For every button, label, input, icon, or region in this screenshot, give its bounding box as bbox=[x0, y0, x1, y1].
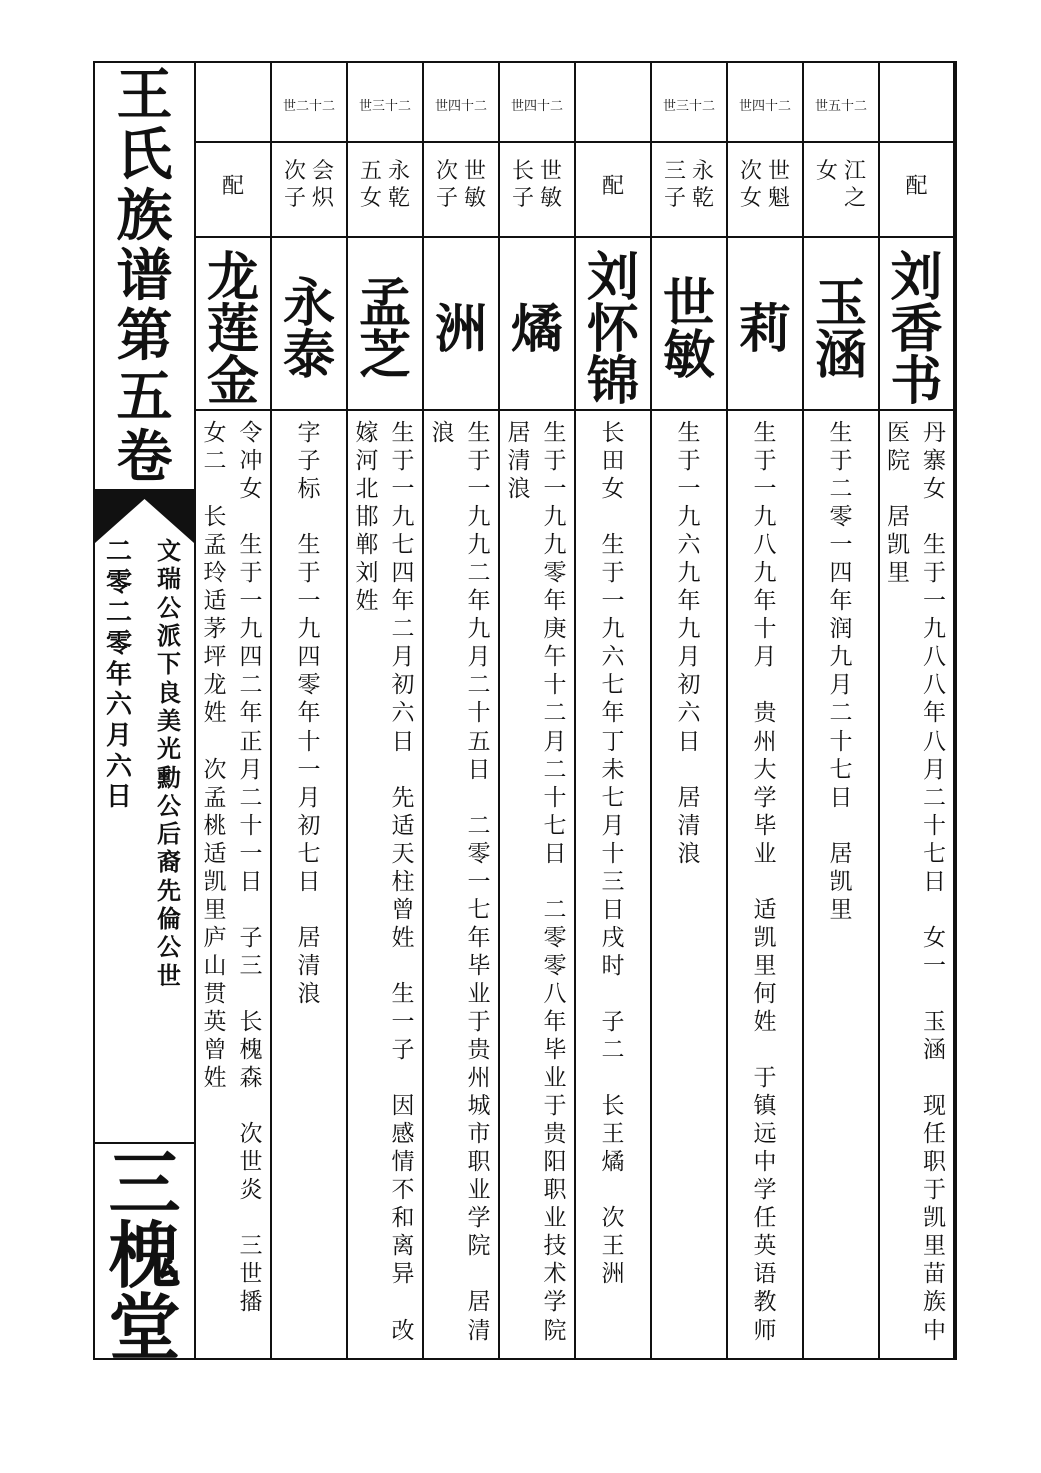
biography-line: 生 于 一 九 六 九 年 九 月 初 六 日 居 清 浪 bbox=[677, 420, 701, 867]
row-divider bbox=[500, 236, 574, 238]
generation-label: 世四十二 bbox=[434, 99, 487, 114]
person-column bbox=[652, 63, 728, 1358]
biography-line: 女 二 长 孟 玲 适 茅 坪 龙 姓 次 孟 桃 适 凯 里 庐 山 贯 英 曾 姓 bbox=[203, 420, 227, 1092]
row-divider bbox=[652, 141, 726, 143]
genealogy-grid bbox=[196, 63, 955, 1358]
person-name: 玉 涵 bbox=[814, 273, 867, 386]
relation-label bbox=[804, 159, 878, 235]
genealogy-page bbox=[93, 61, 957, 1370]
row-divider bbox=[500, 409, 574, 411]
relation-text: 世 敏 bbox=[464, 159, 487, 211]
relation-label bbox=[424, 159, 498, 235]
generation-label: 世四十二 bbox=[738, 99, 791, 114]
relation-label bbox=[728, 159, 802, 235]
spouse-marker: 配 bbox=[601, 174, 624, 199]
hall-name: 三 槐 堂 bbox=[108, 1141, 181, 1370]
row-divider bbox=[424, 141, 498, 143]
row-divider bbox=[804, 236, 878, 238]
spouse-marker: 配 bbox=[905, 174, 928, 199]
row-divider bbox=[272, 409, 346, 411]
row-divider bbox=[728, 409, 802, 411]
person-column bbox=[500, 63, 576, 1358]
row-divider bbox=[804, 141, 878, 143]
row-divider bbox=[196, 236, 270, 238]
relation-text: 三 子 bbox=[663, 159, 686, 211]
row-divider bbox=[880, 141, 953, 143]
person-name: 刘 香 书 bbox=[890, 247, 943, 412]
row-divider bbox=[652, 409, 726, 411]
relation-label bbox=[348, 159, 422, 235]
biography-line: 丹 寨 女 生 于 一 九 八 八 年 八 月 二 十 七 日 女 一 玉 涵 现 任 职 于 凯 里 苗 族 中 bbox=[923, 420, 946, 1344]
person-name: 孟 芝 bbox=[358, 273, 411, 386]
biography-line: 医 院 居 凯 里 bbox=[887, 420, 910, 587]
person-name: 刘 怀 锦 bbox=[586, 247, 639, 412]
relation-text: 永 乾 bbox=[388, 159, 411, 211]
biography bbox=[804, 419, 878, 1349]
row-divider bbox=[576, 236, 650, 238]
relation-label bbox=[500, 159, 574, 235]
person-column bbox=[272, 63, 348, 1358]
biography-line: 浪 bbox=[431, 420, 455, 446]
relation-text: 次 子 bbox=[283, 159, 306, 211]
row-divider bbox=[424, 236, 498, 238]
person-name: 莉 bbox=[738, 299, 791, 360]
spouse-marker: 配 bbox=[221, 174, 244, 199]
generation-label: 世三十二 bbox=[662, 99, 715, 114]
person-name: 燏 bbox=[510, 299, 563, 360]
row-divider bbox=[272, 236, 346, 238]
relation-label bbox=[652, 159, 726, 235]
biography-line: 生 于 一 九 九 零 年 庚 午 十 二 月 二 十 七 日 二 零 零 八 年 毕 业 于 贵 阳 职 业 技 术 学 院 bbox=[543, 420, 567, 1344]
relation-label bbox=[272, 159, 346, 235]
relation-text: 长 子 bbox=[511, 159, 534, 211]
biography bbox=[576, 419, 650, 1349]
generation-label: 世三十二 bbox=[358, 99, 411, 114]
row-divider bbox=[348, 409, 422, 411]
biography-line: 嫁 河 北 邯 郸 刘 姓 bbox=[355, 420, 379, 615]
row-divider bbox=[804, 409, 878, 411]
biography bbox=[500, 419, 574, 1349]
person-column bbox=[728, 63, 804, 1358]
lineage-text: 文 瑞 公 派 下 良 美 光 勳 公 后 裔 先 倫 公 世 bbox=[157, 536, 181, 990]
person-name: 世 敏 bbox=[662, 273, 715, 386]
person-column bbox=[424, 63, 500, 1358]
person-name: 龙 莲 金 bbox=[206, 247, 259, 412]
relation-text: 次 女 bbox=[739, 159, 762, 211]
biography-line: 长 田 女 生 于 一 九 六 七 年 丁 未 七 月 十 三 日 戌 时 子 二 长 王 燏 次 王 洲 bbox=[601, 420, 625, 1288]
row-divider bbox=[880, 236, 953, 238]
relation-text: 永 乾 bbox=[692, 159, 715, 211]
relation-text: 世 敏 bbox=[540, 159, 563, 211]
biography-line: 生 于 一 九 九 二 年 九 月 二 十 五 日 二 零 一 七 年 毕 业 于 贵 州 城 市 职 业 学 院 居 清 bbox=[467, 420, 491, 1344]
relation-text: 五 女 bbox=[359, 159, 382, 211]
biography-line: 生 于 一 九 七 四 年 二 月 初 六 日 先 适 天 柱 曾 姓 生 一 子 因 感 情 不 和 离 异 改 bbox=[391, 420, 415, 1344]
book-title: 王 氏 族 谱 第 五 卷 bbox=[116, 62, 173, 490]
person-column bbox=[348, 63, 424, 1358]
person-name: 永 泰 bbox=[282, 273, 335, 386]
generation-label: 世二十二 bbox=[282, 99, 335, 114]
row-divider bbox=[652, 236, 726, 238]
row-divider bbox=[348, 236, 422, 238]
person-column bbox=[880, 63, 955, 1358]
row-divider bbox=[576, 141, 650, 143]
person-name: 洲 bbox=[434, 299, 487, 360]
relation-text: 会 炽 bbox=[312, 159, 335, 211]
row-divider bbox=[728, 141, 802, 143]
row-divider bbox=[348, 141, 422, 143]
row-divider bbox=[272, 141, 346, 143]
person-column bbox=[804, 63, 880, 1358]
biography-line: 居 清 浪 bbox=[507, 420, 531, 503]
row-divider bbox=[196, 141, 270, 143]
biography bbox=[196, 419, 270, 1349]
biography-line: 生 于 一 九 八 九 年 十 月 贵 州 大 学 毕 业 适 凯 里 何 姓 于 镇 远 中 学 任 英 语 教 师 bbox=[753, 420, 777, 1344]
relation-text: 世 魁 bbox=[768, 159, 791, 211]
biography-line: 字 子 标 生 于 一 九 四 零 年 十 一 月 初 七 日 居 清 浪 bbox=[297, 420, 321, 1007]
person-column bbox=[196, 63, 272, 1358]
generation-label: 世四十二 bbox=[510, 99, 563, 114]
biography bbox=[652, 419, 726, 1349]
biography-line: 令 冲 女 生 于 一 九 四 二 年 正 月 二 十 一 日 子 三 长 槐 森 次 世 炎 三 世 播 bbox=[239, 420, 263, 1316]
person-column bbox=[576, 63, 652, 1358]
biography bbox=[728, 419, 802, 1349]
row-divider bbox=[728, 236, 802, 238]
biography bbox=[880, 419, 953, 1349]
biography-line: 生 于 二 零 一 四 年 润 九 月 二 十 七 日 居 凯 里 bbox=[829, 420, 853, 923]
biography bbox=[424, 419, 498, 1349]
row-divider bbox=[500, 141, 574, 143]
generation-label: 世五十二 bbox=[814, 99, 867, 114]
biography bbox=[272, 419, 346, 1349]
relation-text: 女 bbox=[815, 159, 838, 184]
biography bbox=[348, 419, 422, 1349]
relation-text: 江 之 bbox=[844, 159, 867, 211]
relation-text: 次 子 bbox=[435, 159, 458, 211]
row-divider bbox=[424, 409, 498, 411]
compile-date: 二 零 二 零 年 六 月 六 日 bbox=[105, 537, 132, 813]
spine bbox=[95, 62, 196, 1370]
